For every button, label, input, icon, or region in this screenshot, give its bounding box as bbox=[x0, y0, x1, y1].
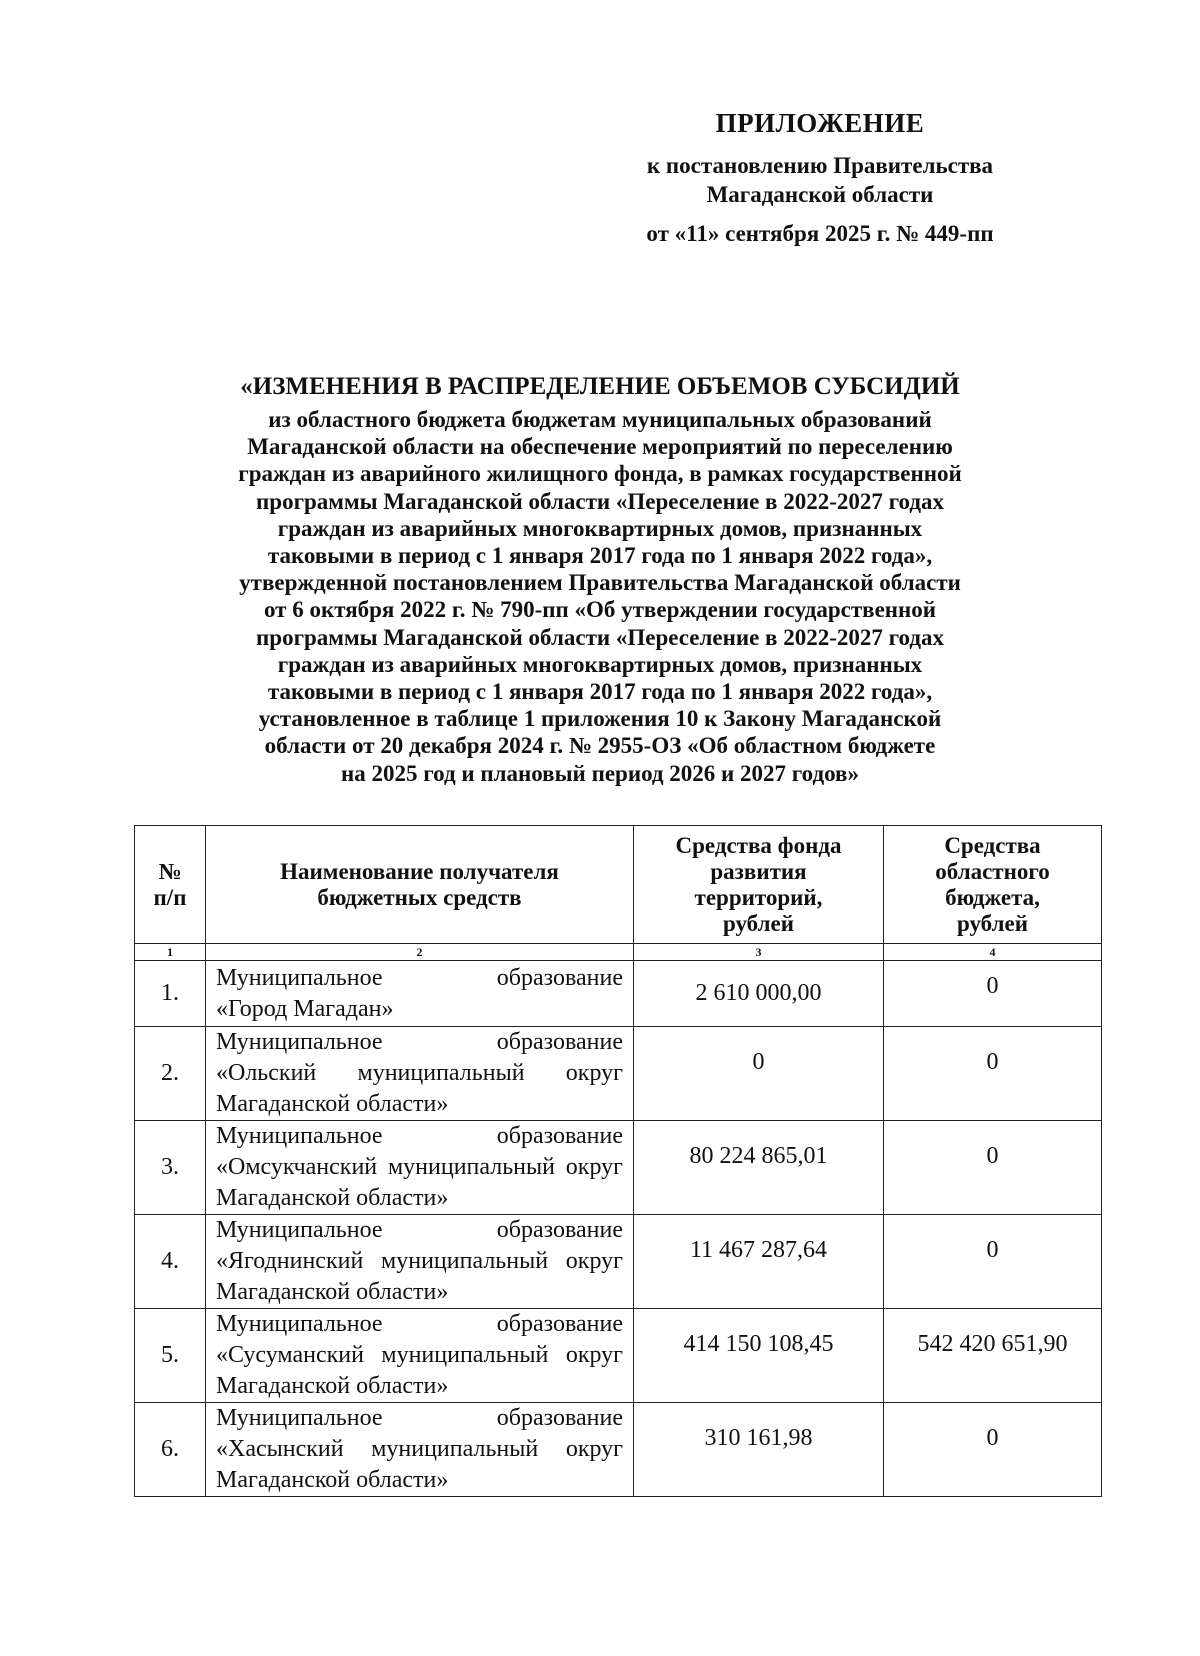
recipient-rest: «Ольский муниципальный округ Магаданской области» bbox=[216, 1060, 623, 1117]
recipient-name bbox=[206, 1215, 634, 1309]
recipient-word: образование bbox=[496, 1123, 623, 1149]
index-cell: 1 bbox=[135, 944, 206, 961]
regional-amount: 0 bbox=[884, 1215, 1102, 1309]
recipient-word: образование bbox=[496, 1311, 623, 1337]
recipient-rest: «Хасынский муниципальный округ Магаданской области» bbox=[216, 1436, 623, 1493]
recipient-word: образование bbox=[496, 964, 623, 991]
row-number: 2. bbox=[135, 1027, 206, 1121]
fund-amount: 414 150 108,45 bbox=[634, 1309, 884, 1403]
appendix-line-1: к постановлению Правительства bbox=[646, 153, 994, 178]
table-row bbox=[135, 1121, 1102, 1215]
header-fund bbox=[634, 826, 884, 944]
table-row bbox=[135, 1027, 1102, 1121]
regional-amount: 0 bbox=[884, 1027, 1102, 1121]
table-row bbox=[135, 1215, 1102, 1309]
table-row bbox=[135, 1403, 1102, 1497]
recipient-word: образование bbox=[496, 1029, 623, 1055]
title-line: таковыми в период с 1 января 2017 года по 1 января 2022 года», bbox=[267, 543, 933, 569]
header-recipient bbox=[206, 826, 634, 944]
row-number: 4. bbox=[135, 1215, 206, 1309]
header-recipient-line: Наименование получателя bbox=[280, 858, 559, 884]
recipient-name bbox=[206, 1027, 634, 1121]
recipient-word: Муниципальное bbox=[216, 1123, 383, 1149]
regional-amount: 0 bbox=[884, 1403, 1102, 1497]
fund-amount: 2 610 000,00 bbox=[634, 961, 884, 1027]
title-line: установленное в таблице 1 приложения 10 к Закону Магаданской bbox=[258, 706, 942, 732]
title-main: «ИЗМЕНЕНИЯ В РАСПРЕДЕЛЕНИЕ ОБЪЕМОВ СУБСИДИЙ bbox=[240, 373, 960, 400]
header-num-line: п/п bbox=[153, 884, 187, 910]
subsidy-table bbox=[134, 825, 1102, 1497]
header-regional-line: Средства bbox=[944, 832, 1041, 858]
title-line: граждан из аварийных многоквартирных домов, признанных bbox=[277, 651, 923, 677]
index-cell: 3 bbox=[634, 944, 884, 961]
header-regional-line: бюджета, bbox=[945, 884, 1040, 910]
title-line: таковыми в период с 1 января 2017 года по 1 января 2022 года», bbox=[267, 679, 933, 705]
document-title bbox=[150, 372, 1050, 787]
fund-amount: 0 bbox=[634, 1027, 884, 1121]
fund-amount: 80 224 865,01 bbox=[634, 1121, 884, 1215]
title-line: утвержденной постановлением Правительства Магаданской области bbox=[239, 570, 961, 596]
regional-amount: 542 420 651,90 bbox=[884, 1309, 1102, 1403]
header-fund-line: рублей bbox=[723, 910, 794, 936]
title-line: граждан из аварийных многоквартирных домов, признанных bbox=[277, 515, 923, 541]
regional-amount: 0 bbox=[884, 961, 1102, 1027]
recipient-name bbox=[206, 961, 634, 1027]
table-row bbox=[135, 1309, 1102, 1403]
recipient-name bbox=[206, 1309, 634, 1403]
title-line: программы Магаданской области «Переселение в 2022-2027 годах bbox=[256, 624, 944, 650]
title-line: Магаданской области на обеспечение мероприятий по переселению bbox=[247, 434, 953, 460]
header-regional bbox=[884, 826, 1102, 944]
row-number: 1. bbox=[135, 961, 206, 1027]
recipient-word: Муниципальное bbox=[216, 1029, 383, 1055]
appendix-line-2: Магаданской области bbox=[706, 182, 934, 207]
index-row bbox=[135, 944, 1102, 961]
fund-amount: 310 161,98 bbox=[634, 1403, 884, 1497]
header-num bbox=[135, 826, 206, 944]
appendix-date: от «11» сентября 2025 г. № 449-пп bbox=[646, 221, 994, 246]
recipient-rest: «Ягоднинский муниципальный округ Магаданской области» bbox=[216, 1248, 623, 1305]
row-number: 5. bbox=[135, 1309, 206, 1403]
header-regional-line: рублей bbox=[957, 910, 1028, 936]
recipient-rest: «Город Магадан» bbox=[216, 995, 394, 1022]
row-number: 3. bbox=[135, 1121, 206, 1215]
header-recipient-line: бюджетных средств bbox=[317, 884, 522, 910]
recipient-word: Муниципальное bbox=[216, 1405, 383, 1431]
appendix-header bbox=[590, 108, 1050, 247]
title-line: программы Магаданской области «Переселение в 2022-2027 годах bbox=[256, 488, 944, 514]
title-line: на 2025 год и плановый период 2026 и 2027 годов» bbox=[341, 760, 859, 786]
index-cell: 4 bbox=[884, 944, 1102, 961]
header-fund-line: Средства фонда bbox=[675, 832, 842, 858]
title-line: области от 20 декабря 2024 г. № 2955-ОЗ «Об областном бюджете bbox=[264, 733, 936, 759]
recipient-word: Муниципальное bbox=[216, 1311, 383, 1337]
header-row bbox=[135, 826, 1102, 944]
header-num-line: № bbox=[158, 858, 182, 884]
fund-amount: 11 467 287,64 bbox=[634, 1215, 884, 1309]
header-fund-line: территорий, bbox=[694, 884, 823, 910]
appendix-heading: ПРИЛОЖЕНИЕ bbox=[715, 108, 925, 138]
recipient-name bbox=[206, 1403, 634, 1497]
recipient-word: образование bbox=[496, 1405, 623, 1431]
regional-amount: 0 bbox=[884, 1121, 1102, 1215]
title-line: от 6 октября 2022 г. № 790-пп «Об утверждении государственной bbox=[263, 597, 937, 623]
title-line: граждан из аварийного жилищного фонда, в рамках государственной bbox=[238, 461, 962, 487]
index-cell: 2 bbox=[206, 944, 634, 961]
recipient-name bbox=[206, 1121, 634, 1215]
recipient-word: образование bbox=[496, 1217, 623, 1243]
recipient-word: Муниципальное bbox=[216, 1217, 383, 1243]
table-row bbox=[135, 961, 1102, 1027]
recipient-word: Муниципальное bbox=[216, 964, 383, 991]
title-line: из областного бюджета бюджетам муниципальных образований bbox=[268, 407, 932, 432]
row-number: 6. bbox=[135, 1403, 206, 1497]
recipient-rest: «Сусуманский муниципальный округ Магаданской области» bbox=[216, 1342, 623, 1399]
recipient-rest: «Омсукчанский муниципальный округ Магаданской области» bbox=[216, 1154, 623, 1211]
header-regional-line: областного bbox=[935, 858, 1050, 884]
header-fund-line: развития bbox=[710, 858, 807, 884]
